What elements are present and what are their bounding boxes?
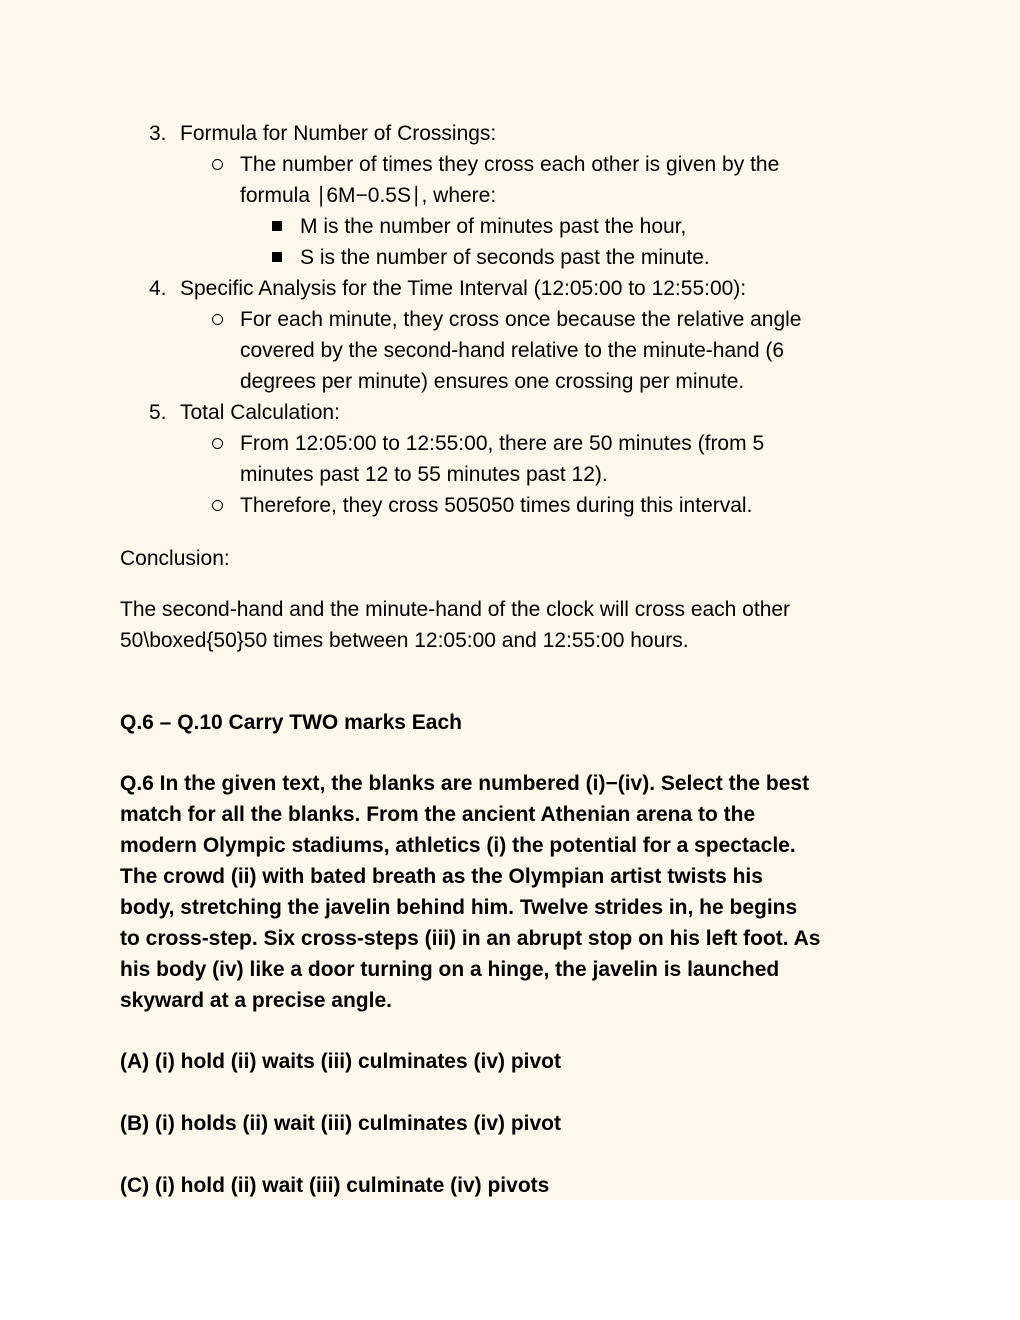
question-6-line: Q.6 In the given text, the blanks are numbered (i)−(iv). Select the best <box>120 772 810 795</box>
list-item-4-title: Specific Analysis for the Time Interval (12:05:00 to 12:55:00): <box>180 277 747 300</box>
list-item-4-sub-1-line-3: degrees per minute) ensures one crossing per minute. <box>240 370 745 393</box>
option-b: (B) (i) holds (ii) wait (iii) culminates (iv) pivot <box>120 1112 561 1135</box>
hollow-circle-bullet-icon <box>212 438 223 449</box>
list-number-4: 4. <box>149 277 167 300</box>
conclusion-line-1: The second-hand and the minute-hand of the clock will cross each other <box>120 598 791 621</box>
question-6-line: modern Olympic stadiums, athletics (i) the potential for a spectacle. <box>120 834 796 857</box>
question-6-line: match for all the blanks. From the ancient Athenian arena to the <box>120 803 756 826</box>
list-number-5: 5. <box>149 401 167 424</box>
list-item-4-sub-1-line-1: For each minute, they cross once because the relative angle <box>240 308 802 331</box>
list-item-3-sub-1-line-2: formula ∣6M−0.5S∣, where: <box>240 184 497 207</box>
list-number-3: 3. <box>149 122 167 145</box>
list-item-3-sub-1-line-1: The number of times they cross each other is given by the <box>240 153 780 176</box>
list-item-5-title: Total Calculation: <box>180 401 340 424</box>
conclusion-line-2: 50\boxed{50}50 times between 12:05:00 and 12:55:00 hours. <box>120 629 689 652</box>
list-item-5-sub-1-line-1: From 12:05:00 to 12:55:00, there are 50 minutes (from 5 <box>240 432 765 455</box>
square-bullet-icon <box>272 252 282 262</box>
question-6-line: his body (iv) like a door turning on a hinge, the javelin is launched <box>120 958 780 981</box>
question-6-line: skyward at a precise angle. <box>120 989 392 1012</box>
list-item-4-sub-1-line-2: covered by the second-hand relative to the minute-hand (6 <box>240 339 785 362</box>
hollow-circle-bullet-icon <box>212 314 223 325</box>
conclusion-heading: Conclusion: <box>120 547 230 570</box>
question-6-line: body, stretching the javelin behind him. Twelve strides in, he begins <box>120 896 798 919</box>
hollow-circle-bullet-icon <box>212 500 223 511</box>
list-item-5-sub-2: Therefore, they cross 505050 times during this interval. <box>240 494 753 517</box>
hollow-circle-bullet-icon <box>212 159 223 170</box>
section-heading: Q.6 – Q.10 Carry TWO marks Each <box>120 711 462 734</box>
list-item-5-sub-1-line-2: minutes past 12 to 55 minutes past 12). <box>240 463 608 486</box>
question-6-line: to cross-step. Six cross-steps (iii) in an abrupt stop on his left foot. As <box>120 927 821 950</box>
list-item-3-bullet-1: M is the number of minutes past the hour, <box>300 215 687 238</box>
question-6-line: The crowd (ii) with bated breath as the Olympian artist twists his <box>120 865 763 888</box>
list-item-3-bullet-2: S is the number of seconds past the minute. <box>300 246 710 269</box>
list-item-3-title: Formula for Number of Crossings: <box>180 122 497 145</box>
square-bullet-icon <box>272 221 282 231</box>
option-c: (C) (i) hold (ii) wait (iii) culminate (iv) pivots <box>120 1174 550 1197</box>
option-a: (A) (i) hold (ii) waits (iii) culminates (iv) pivot <box>120 1050 561 1073</box>
